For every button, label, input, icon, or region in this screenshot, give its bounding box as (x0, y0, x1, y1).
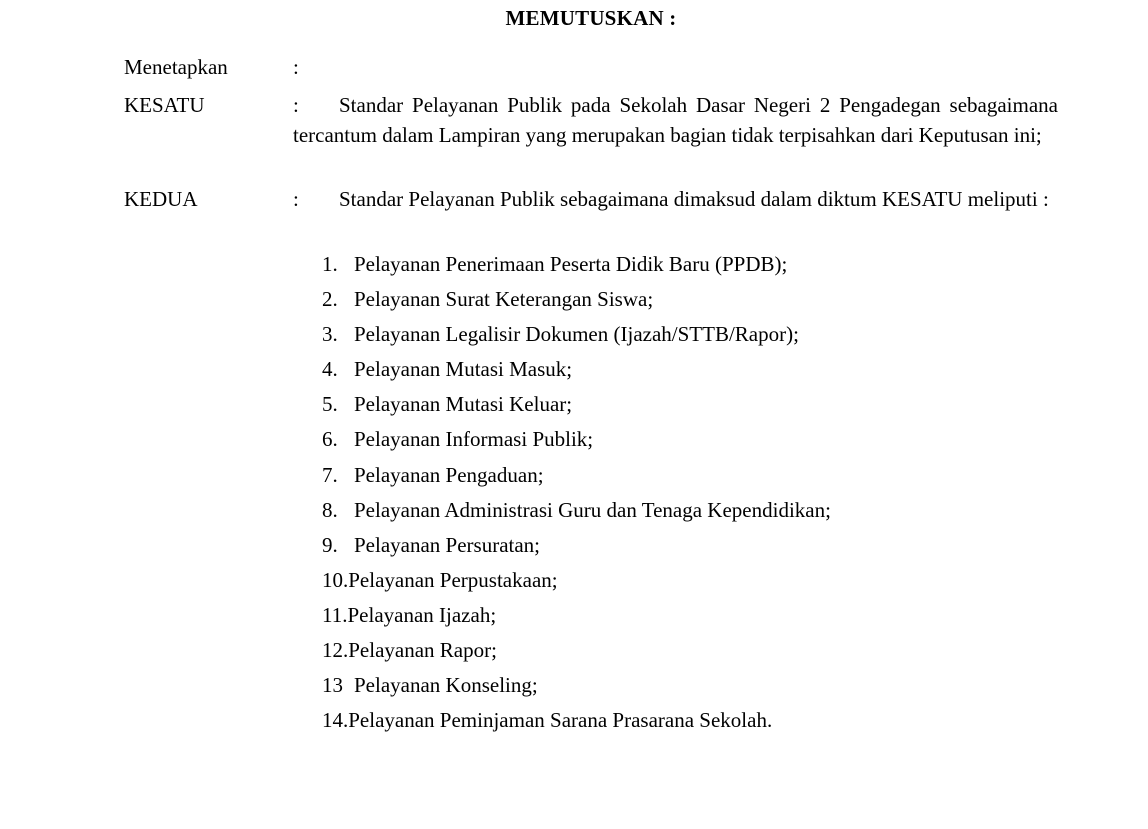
list-item-text: Pelayanan Mutasi Keluar; (354, 392, 573, 417)
kesatu-paragraph (293, 90, 1058, 150)
menetapkan-colon: : (293, 55, 299, 79)
kedua-paragraph (293, 184, 1058, 214)
list-item-text: Pelayanan Peminjaman Sarana Prasarana Sekolah. (348, 708, 773, 733)
list-item (322, 319, 831, 354)
list-item-number: 6. (322, 427, 338, 452)
list-item (322, 495, 831, 530)
list-item (322, 249, 831, 284)
kedua-label: KEDUA (124, 187, 198, 211)
list-item (322, 284, 831, 319)
list-item-text: Pelayanan Ijazah; (347, 602, 497, 627)
list-item-text: Pelayanan Persuratan; (354, 532, 541, 557)
decision-heading: MEMUTUSKAN : (505, 6, 677, 30)
list-item-text: Pelayanan Mutasi Masuk; (354, 357, 573, 382)
list-item-number: 12. (322, 638, 349, 663)
kesatu-colon: : (293, 93, 299, 117)
list-item (322, 635, 831, 670)
list-item-text: Pelayanan Pengaduan; (354, 462, 544, 487)
list-item-text: Pelayanan Administrasi Guru dan Tenaga Kependidikan; (354, 497, 831, 522)
list-item-number: 13 (322, 673, 343, 698)
service-list (322, 249, 831, 740)
list-item (322, 670, 831, 705)
list-item-text: Pelayanan Perpustakaan; (348, 567, 558, 592)
list-item-text: Pelayanan Legalisir Dokumen (Ijazah/STTB/Rapor); (354, 322, 799, 347)
list-item (322, 705, 831, 740)
list-item-number: 1. (322, 252, 338, 276)
list-item-number: 9. (322, 532, 338, 557)
list-item (322, 460, 831, 495)
list-item-number: 5. (322, 392, 338, 417)
kedua-text: Standar Pelayanan Publik sebagaimana dimaksud dalam diktum KESATU meliputi : (339, 187, 1049, 211)
list-item (322, 424, 831, 459)
kedua-colon: : (293, 187, 299, 211)
list-item-text: Pelayanan Surat Keterangan Siswa; (354, 287, 654, 312)
list-item-text: Pelayanan Rapor; (348, 638, 497, 663)
list-item-number: 11. (322, 602, 348, 627)
list-item-number: 4. (322, 357, 338, 382)
list-item-text: Pelayanan Konseling; (354, 673, 538, 698)
list-item (322, 600, 831, 635)
list-item-number: 14. (322, 708, 349, 733)
list-item-number: 10. (322, 567, 349, 592)
list-item (322, 354, 831, 389)
list-item-number: 7. (322, 462, 338, 487)
list-item (322, 565, 831, 600)
kesatu-label: KESATU (124, 93, 205, 117)
menetapkan-label: Menetapkan (124, 55, 228, 79)
list-item (322, 530, 831, 565)
list-item-number: 8. (322, 497, 338, 522)
list-item (322, 389, 831, 424)
list-item-number: 3. (322, 322, 338, 347)
list-item-text: Pelayanan Informasi Publik; (354, 427, 594, 452)
list-item-text: Pelayanan Penerimaan Peserta Didik Baru (PPDB); (354, 252, 788, 276)
kesatu-text: Standar Pelayanan Publik pada Sekolah Dasar Negeri 2 Pengadegan sebagaimana tercantum dalam Lampiran yang merupakan bagian tidak terpisahkan dari Keputusan ini; (293, 93, 1058, 147)
list-item-number: 2. (322, 287, 338, 312)
